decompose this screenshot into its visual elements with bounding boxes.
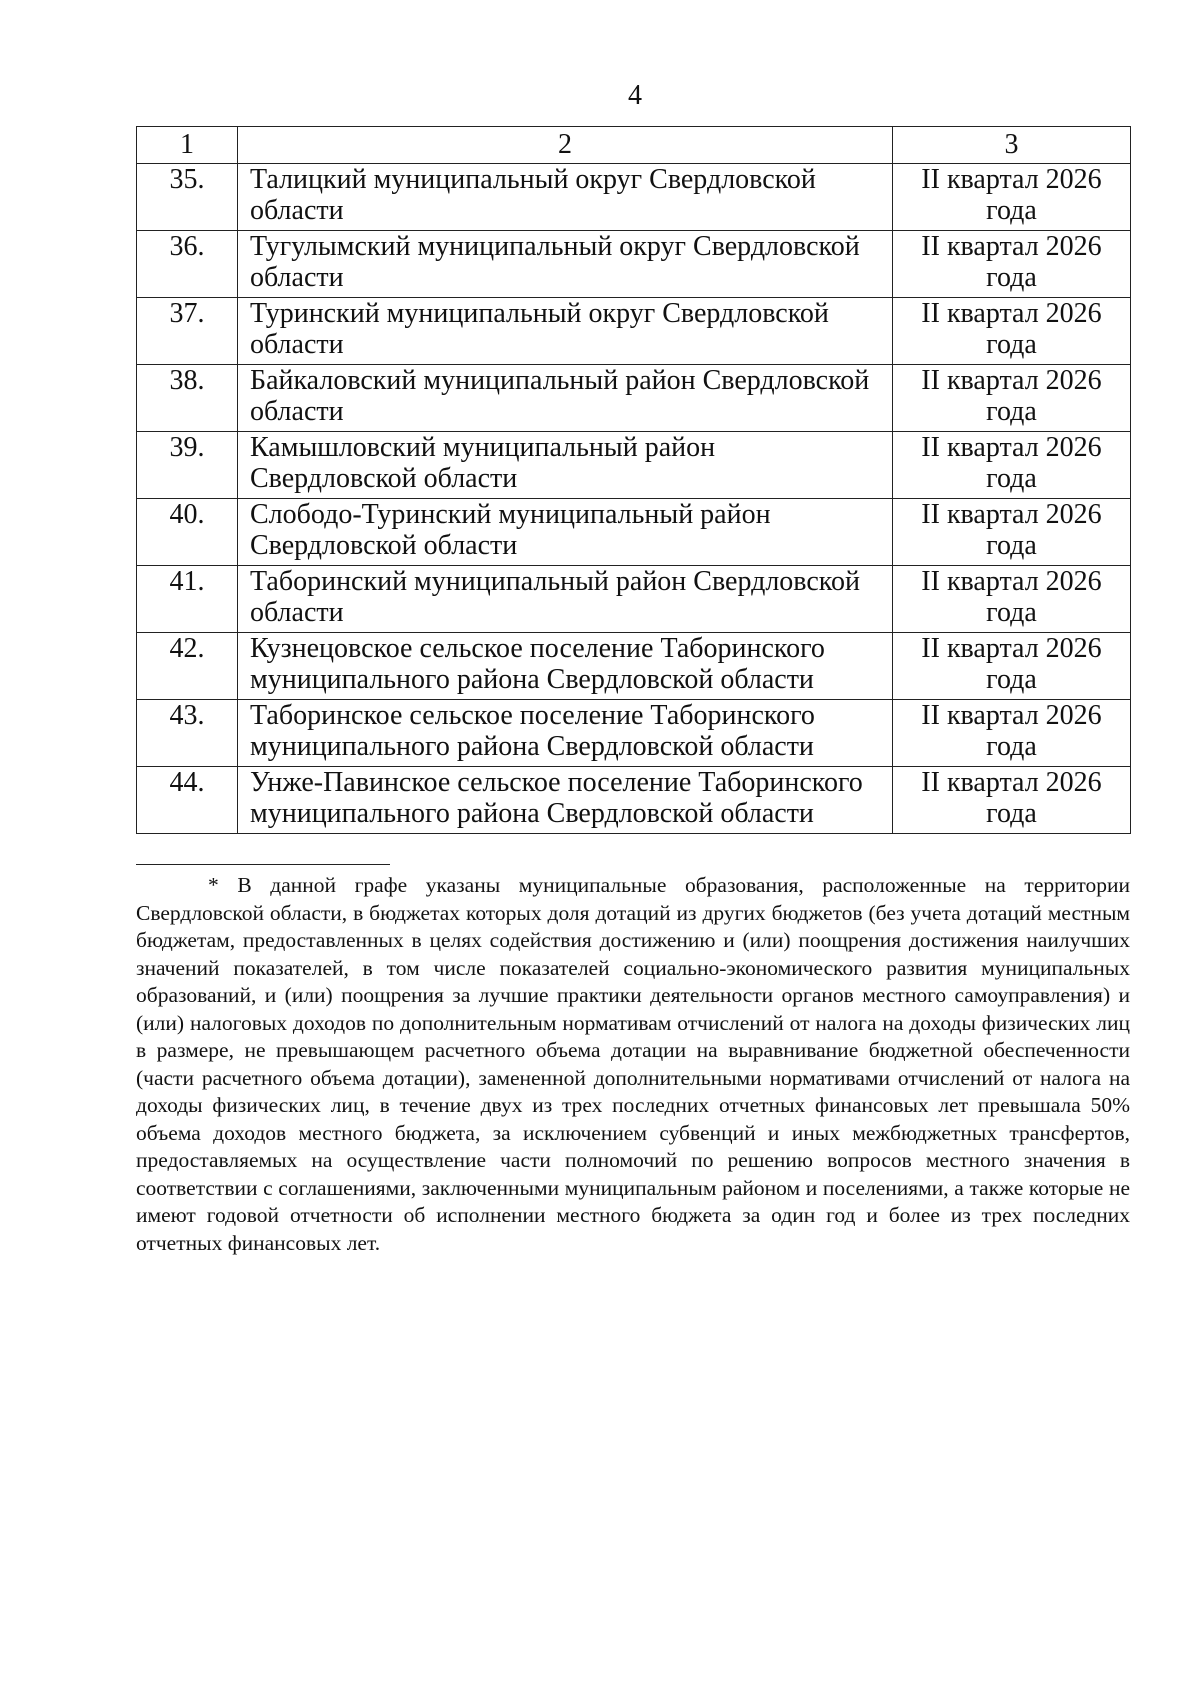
row-number: 39. (137, 432, 238, 499)
municipality-name: Таборинский муниципальный район Свердловской области (238, 566, 893, 633)
row-number: 44. (137, 767, 238, 834)
column-header-1: 1 (137, 127, 238, 164)
period: II квартал 2026 года (893, 365, 1131, 432)
table-row (137, 633, 1131, 700)
municipality-name: Туринский муниципальный округ Свердловской области (238, 298, 893, 365)
period: II квартал 2026 года (893, 767, 1131, 834)
table-row (137, 767, 1131, 834)
row-number: 37. (137, 298, 238, 365)
row-number: 43. (137, 700, 238, 767)
column-header-2: 2 (238, 127, 893, 164)
column-header-3: 3 (893, 127, 1131, 164)
municipality-name: Талицкий муниципальный округ Свердловской области (238, 164, 893, 231)
municipality-name: Слободо-Туринский муниципальный район Свердловской области (238, 499, 893, 566)
table-row (137, 700, 1131, 767)
table-row (137, 566, 1131, 633)
municipality-name: Унже-Павинское сельское поселение Таборинского муниципального района Свердловской области (238, 767, 893, 834)
footnote-text: * В данной графе указаны муниципальные образования, расположенные на территории Свердловской области, в бюджетах которых доля дотаций из других бюджетов (без учета дотаций местным бюджетам, предоставленных в целях содействия достижению и (или) поощрения достижения наилучших значений показателей, в том числе показателей социально-экономического развития муниципальных образований, и (или) поощрения за лучшие практики деятельности органов местного самоуправления) и (или) налоговых доходов по дополнительным нормативам отчислений от налога на доходы физических лиц в размере, не превышающем расчетного объема дотации на выравнивание бюджетной обеспеченности (части расчетного объема дотации), замененной дополнительными нормативами отчислений от налога на доходы физических лиц, в течение двух из трех последних отчетных финансовых лет превышала 50% объема доходов местного бюджета, за исключением субвенций и иных межбюджетных трансфертов, предоставляемых на осуществление части полномочий по решению вопросов местного значения в соответствии с соглашениями, заключенными муниципальным районом и поселениями, а также которые не имеют годовой отчетности об исполнении местного бюджета за один год и более из трех последних отчетных финансовых лет. (136, 873, 1130, 1255)
municipality-name: Байкаловский муниципальный район Свердловской области (238, 365, 893, 432)
row-number: 40. (137, 499, 238, 566)
row-number: 41. (137, 566, 238, 633)
municipality-name: Тугулымский муниципальный округ Свердловской области (238, 231, 893, 298)
period: II квартал 2026 года (893, 566, 1131, 633)
table-row (137, 365, 1131, 432)
period: II квартал 2026 года (893, 499, 1131, 566)
table-row (137, 298, 1131, 365)
row-number: 36. (137, 231, 238, 298)
table-row (137, 231, 1131, 298)
row-number: 35. (137, 164, 238, 231)
municipality-name: Таборинское сельское поселение Таборинского муниципального района Свердловской области (238, 700, 893, 767)
row-number: 42. (137, 633, 238, 700)
period: II квартал 2026 года (893, 298, 1131, 365)
footnote-divider (136, 864, 390, 865)
period: II квартал 2026 года (893, 164, 1131, 231)
period: II квартал 2026 года (893, 231, 1131, 298)
page-number: 4 (628, 80, 642, 111)
municipality-name: Кузнецовское сельское поселение Таборинского муниципального района Свердловской области (238, 633, 893, 700)
table-header-row (137, 127, 1131, 164)
period: II квартал 2026 года (893, 700, 1131, 767)
period: II квартал 2026 года (893, 633, 1131, 700)
table-row (137, 432, 1131, 499)
table-row (137, 164, 1131, 231)
table-row (137, 499, 1131, 566)
period: II квартал 2026 года (893, 432, 1131, 499)
municipalities-table (136, 126, 1131, 834)
row-number: 38. (137, 365, 238, 432)
municipality-name: Камышловский муниципальный район Свердловской области (238, 432, 893, 499)
